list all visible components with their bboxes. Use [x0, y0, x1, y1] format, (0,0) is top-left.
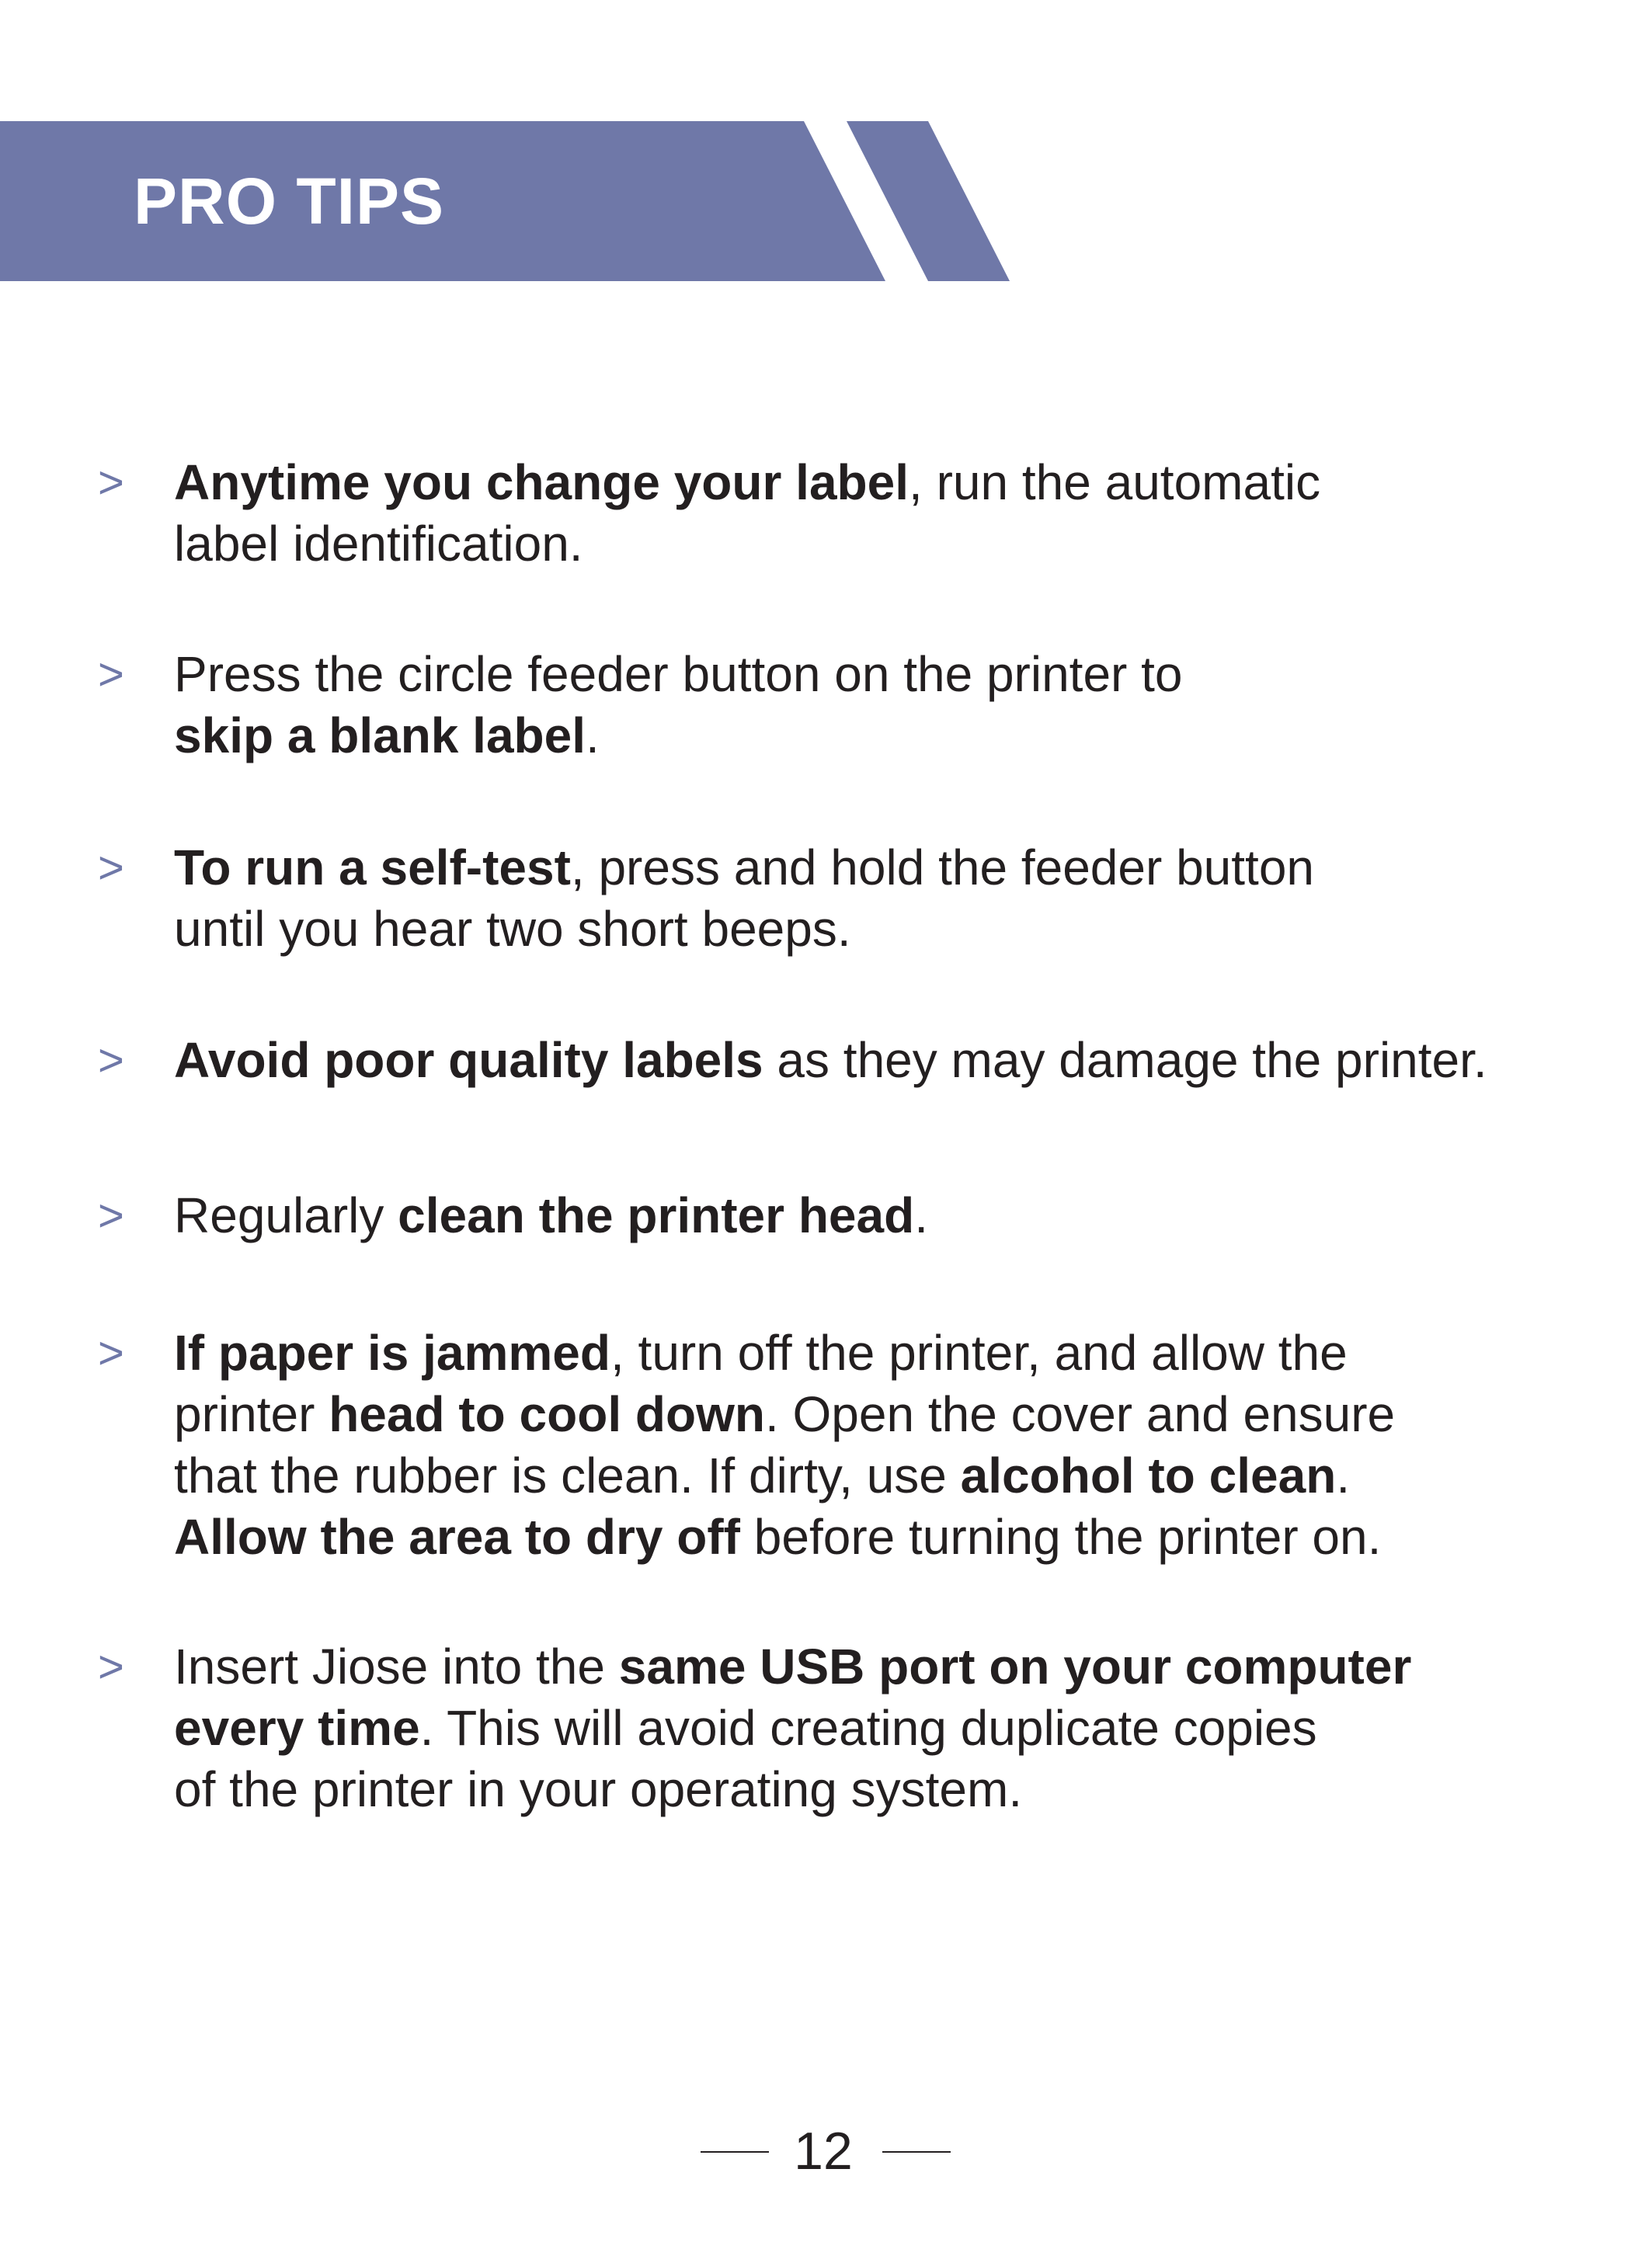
tip-marker: > — [98, 457, 124, 508]
tip-emphasis: alcohol to clean — [960, 1448, 1337, 1503]
tip-segment: label identification. — [174, 516, 583, 572]
tip-segment: , turn off the printer, and allow the — [610, 1325, 1348, 1381]
tip-segment: . This will avoid creating duplicate copies — [419, 1700, 1317, 1756]
tip-emphasis: If paper is jammed — [174, 1325, 610, 1381]
tip-emphasis: To run a self-test — [174, 839, 571, 895]
tip-segment: . — [1336, 1448, 1351, 1503]
tip-segment: Press the circle feeder button on the printer to — [174, 646, 1183, 702]
tip-emphasis: every time — [174, 1700, 420, 1756]
tip-segment: . — [914, 1187, 928, 1243]
tip-marker: > — [98, 649, 124, 700]
tip-segment: of the printer in your operating system. — [174, 1761, 1023, 1817]
tip-line — [174, 1185, 1572, 1246]
tip-line — [174, 644, 1572, 705]
tip-segment: as they may damage the printer. — [763, 1032, 1487, 1088]
tip-segment: , run the automatic — [909, 454, 1321, 510]
tip-marker: > — [98, 1642, 124, 1692]
tip-text — [174, 644, 1572, 766]
tip-line — [174, 705, 1572, 766]
tip-segment: printer — [174, 1386, 329, 1442]
tip-marker: > — [98, 1035, 124, 1086]
page-title: PRO TIPS — [134, 165, 445, 238]
tip-text — [174, 1636, 1572, 1820]
header-banner — [0, 121, 1010, 281]
tip-segment: Regularly — [174, 1187, 398, 1243]
tip-text — [174, 1323, 1572, 1568]
tip-segment: Insert Jiose into the — [174, 1639, 619, 1695]
page-footer — [0, 2120, 1652, 2182]
tip-line — [174, 1636, 1572, 1698]
tip-line — [174, 1384, 1572, 1445]
tip-line — [174, 1323, 1572, 1384]
tip-segment: . Open the cover and ensure — [764, 1386, 1396, 1442]
tip-line — [174, 1698, 1572, 1759]
tip-text — [174, 1030, 1572, 1091]
tip-emphasis: Avoid poor quality labels — [174, 1032, 763, 1088]
tip-line — [174, 899, 1572, 960]
tip-segment: before turning the printer on. — [739, 1509, 1382, 1565]
tip-segment: , press and hold the feeder button — [570, 839, 1314, 895]
tip-emphasis: skip a blank label — [174, 707, 586, 763]
tip-marker: > — [98, 843, 124, 893]
footer-line-left — [701, 2151, 769, 2153]
tip-emphasis: head to cool down — [329, 1386, 765, 1442]
tip-segment: . — [586, 707, 600, 763]
page-number: 12 — [794, 2122, 853, 2181]
tip-text — [174, 452, 1572, 575]
tip-marker: > — [98, 1328, 124, 1378]
tip-line — [174, 1445, 1572, 1507]
tip-line — [174, 837, 1572, 899]
tip-segment: that the rubber is clean. If dirty, use — [174, 1448, 961, 1503]
tip-emphasis: same USB port on your computer — [618, 1639, 1412, 1695]
tip-line — [174, 1030, 1572, 1091]
footer-line-right — [882, 2151, 951, 2153]
tip-segment: until you hear two short beeps. — [174, 901, 851, 957]
tip-text — [174, 1185, 1572, 1246]
tip-line — [174, 513, 1572, 575]
tip-emphasis: Allow the area to dry off — [174, 1509, 740, 1565]
tip-emphasis: clean the printer head — [398, 1187, 915, 1243]
tip-text — [174, 837, 1572, 960]
tip-line — [174, 452, 1572, 513]
tip-line — [174, 1759, 1572, 1820]
tip-marker: > — [98, 1191, 124, 1241]
tip-emphasis: Anytime you change your label — [174, 454, 909, 510]
tip-line — [174, 1507, 1572, 1568]
